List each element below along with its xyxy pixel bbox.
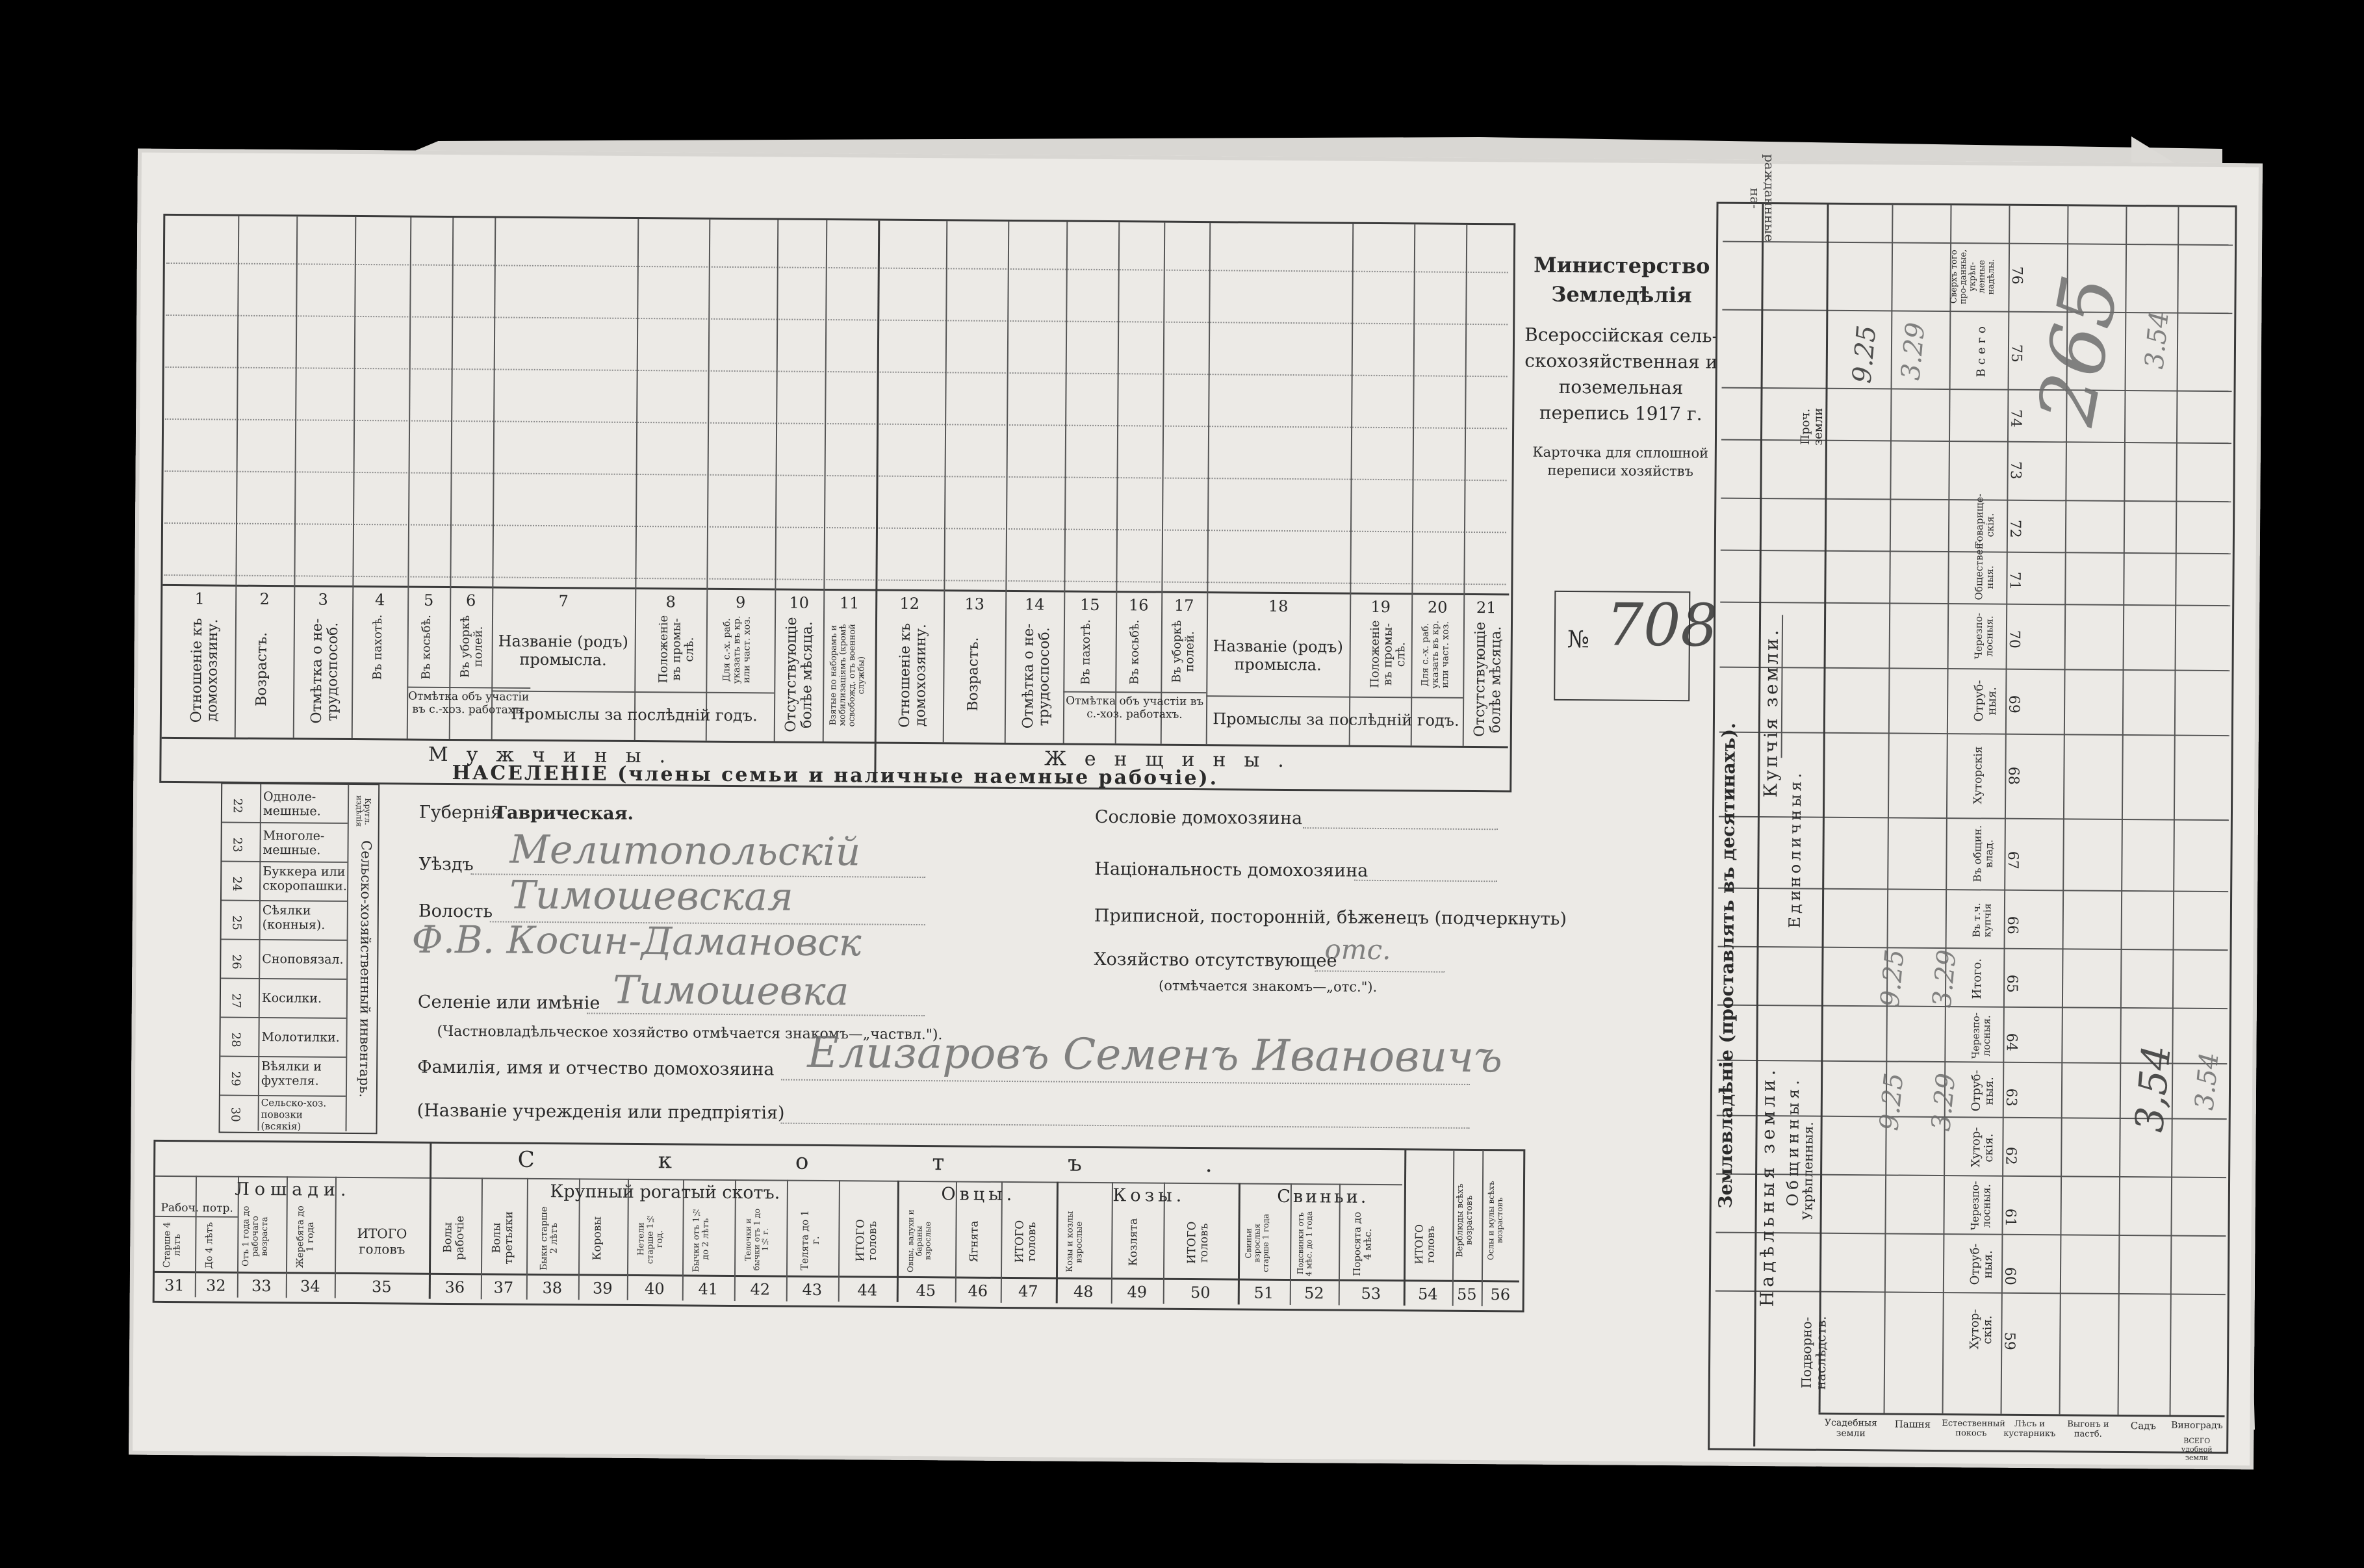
header-craft-note-w: Для с.-х. раб. указать въ кр. или част. хоз. bbox=[1420, 621, 1451, 689]
header-absent-w: Отсутствующіе болѣе мѣсяца. bbox=[1471, 621, 1505, 738]
hand-75a: 9.25 bbox=[1847, 324, 1882, 385]
land-title: Землевладѣніе (проставлять въ десятинахъ). bbox=[1714, 722, 1740, 1209]
ls-num-53: 53 bbox=[1361, 1284, 1381, 1304]
col-num-19: 19 bbox=[1370, 597, 1391, 617]
col-num-20: 20 bbox=[1427, 598, 1448, 617]
inventory-side-note: Кругл. издѣлія bbox=[354, 795, 373, 827]
land-hdr-68: Хуторскія bbox=[1972, 746, 1985, 804]
land-num-65: 65 bbox=[2003, 974, 2020, 993]
header-age-m: Возрастъ. bbox=[253, 632, 270, 707]
population-title: НАСЕЛЕНІЕ (члены семьи и наличные наемные рабочіе). bbox=[452, 762, 1219, 790]
absent-value: отс. bbox=[1324, 933, 1391, 966]
land-row-7: Виноградъ bbox=[2171, 1420, 2223, 1432]
ls-num-51: 51 bbox=[1253, 1283, 1274, 1302]
land-num-66: 66 bbox=[2003, 916, 2021, 934]
card-line-2: переписи хозяйствъ bbox=[1547, 462, 1693, 480]
allotment-title: Надѣльныя земли. bbox=[1756, 1066, 1780, 1307]
hand-big-number: 265 bbox=[2021, 268, 2137, 432]
ls-num-34: 34 bbox=[300, 1277, 320, 1296]
col-num-1: 1 bbox=[194, 589, 205, 608]
ls-hdr-46: Ягнята bbox=[968, 1220, 981, 1263]
header-craft-note-m: Для с.-х. раб. указать въ кр. или част. хоз. bbox=[721, 615, 752, 684]
ls-num-38: 38 bbox=[542, 1278, 563, 1298]
ls-hdr-39: Коровы bbox=[591, 1216, 604, 1261]
col-num-7: 7 bbox=[558, 592, 569, 611]
header-harvest-w: Въ уборкѣ полей. bbox=[1170, 620, 1197, 683]
land-num-59: 59 bbox=[2001, 1331, 2018, 1350]
header-position-w: Положеніе въ промы-слѣ. bbox=[1368, 620, 1408, 689]
hand-63a: 9.25 bbox=[1874, 1071, 1910, 1132]
ls-num-55: 55 bbox=[1456, 1285, 1477, 1304]
land-hdr-61: Черезпо-лосныя. bbox=[1968, 1181, 1993, 1231]
inv-label-28: Молотилки. bbox=[261, 1029, 340, 1045]
ls-hdr-54: ИТОГО головъ bbox=[1413, 1224, 1437, 1265]
inv-label-23: Многоле-мешные. bbox=[263, 828, 325, 858]
ls-hdr-49: Козлята bbox=[1127, 1218, 1140, 1266]
ls-hdr-40: Нетели старше 1½ год. bbox=[636, 1213, 665, 1265]
label-women: Женщины. bbox=[1044, 747, 1303, 773]
ls-num-40: 40 bbox=[644, 1279, 665, 1298]
ls-num-43: 43 bbox=[802, 1280, 823, 1300]
header-position-m: Положеніе въ промы-слѣ. bbox=[656, 615, 697, 684]
fortified-title: Укрѣпленныя. bbox=[1799, 1121, 1816, 1220]
sheep-title: Овцы. bbox=[941, 1184, 1016, 1205]
ls-hdr-55: Верблюды всѣхъ возрастовъ bbox=[1455, 1183, 1475, 1257]
label-men: Мужчины. bbox=[428, 743, 684, 768]
ls-num-54: 54 bbox=[1417, 1285, 1438, 1304]
header-plowing-m: Въ пахотѣ. bbox=[370, 614, 385, 680]
land-hdr-66: Въ т.ч. купчія bbox=[1970, 903, 1994, 938]
card-number-label: № bbox=[1567, 626, 1590, 654]
ls-num-36: 36 bbox=[444, 1278, 465, 1297]
ls-num-32: 32 bbox=[205, 1276, 226, 1295]
header-taken-m: Взятые по наборамъ и мобилизаціямъ (кромѣ освобожд. отъ военной службы) bbox=[828, 623, 867, 726]
land-hdr-59: Хутор-скія. bbox=[1968, 1309, 1995, 1350]
col-num-21: 21 bbox=[1476, 598, 1497, 617]
land-hdr-76: Сверхъ того про-данные, укрѣп-ленные надѣлы. bbox=[1949, 249, 1997, 305]
village-value: Тимошевка bbox=[612, 967, 849, 1015]
land-hdr-65: Итого. bbox=[1970, 958, 1985, 999]
inv-label-27: Косилки. bbox=[261, 990, 322, 1006]
col-num-18: 18 bbox=[1268, 597, 1289, 615]
cattle-title: Крупный рогатый скотъ. bbox=[550, 1181, 780, 1203]
inv-num-22: 22 bbox=[230, 798, 244, 814]
estate-label: Сословіе домохозяина bbox=[1094, 806, 1303, 829]
land-num-60: 60 bbox=[2001, 1266, 2018, 1285]
land-num-61: 61 bbox=[2001, 1208, 2018, 1227]
ls-num-52: 52 bbox=[1304, 1284, 1324, 1303]
inv-label-30: Сельско-хоз. повозки (всякія) bbox=[261, 1096, 327, 1133]
header-participation-m: Отмѣтка объ участіи въ с.-хоз. работахъ. bbox=[408, 689, 530, 717]
ls-hdr-31: Старше 4 лѣтъ bbox=[162, 1222, 183, 1268]
inv-num-24: 24 bbox=[229, 876, 244, 892]
header-harvest-m: Въ уборкѣ полей. bbox=[458, 615, 485, 678]
volost-value-2: Ф.В. Косин-Дамановск bbox=[411, 917, 862, 965]
ls-num-37: 37 bbox=[493, 1278, 514, 1297]
land-num-76: 76 bbox=[2008, 266, 2025, 285]
ls-num-45: 45 bbox=[916, 1281, 936, 1300]
land-hdr-69: Отруб-ныя. bbox=[1972, 680, 1999, 722]
work-header: Рабоч. потр. bbox=[161, 1201, 233, 1215]
header-relation-w: Отношеніе къ домохозяину. bbox=[896, 623, 930, 728]
land-row-4: Лѣсъ и кустарникъ bbox=[2003, 1419, 2056, 1439]
ls-hdr-43: Телята до 1 г. bbox=[799, 1210, 821, 1270]
land-hdr-71: Обществен-ныя. bbox=[1973, 539, 1996, 600]
uezd-value: Мелитопольскій bbox=[509, 827, 861, 875]
inv-num-30: 30 bbox=[228, 1107, 242, 1122]
land-num-68: 68 bbox=[2005, 766, 2022, 785]
ministry-title-2: Земледѣлія bbox=[1551, 281, 1692, 308]
census-line-3: поземельная bbox=[1558, 376, 1684, 399]
hand-total-bottom: 3,54 bbox=[2126, 1043, 2180, 1135]
col-num-17: 17 bbox=[1174, 596, 1194, 615]
horses-title: Лошади. bbox=[235, 1179, 352, 1200]
hand-65b: 3.29 bbox=[1927, 948, 1962, 1009]
goats-title: Козы. bbox=[1112, 1185, 1186, 1206]
absent-label: Хозяйство отсутствующее bbox=[1094, 949, 1337, 971]
nationality-label: Національность домохозяина bbox=[1094, 858, 1368, 881]
land-row-3: Естественный покосъ bbox=[1942, 1419, 2005, 1439]
ls-hdr-32: До 4 лѣтъ bbox=[204, 1222, 215, 1269]
header-plowing-w: Въ пахотѣ. bbox=[1079, 619, 1094, 685]
land-row-1: Усадебныя земли bbox=[1824, 1417, 1877, 1439]
land-hdr-72: Товарище-скія. bbox=[1973, 493, 1996, 548]
ls-num-47: 47 bbox=[1018, 1282, 1038, 1301]
land-num-72: 72 bbox=[2007, 519, 2024, 538]
ls-num-33: 33 bbox=[251, 1276, 272, 1296]
header-relation-m: Отношеніе къ домохозяину. bbox=[188, 618, 222, 723]
land-row-2: Пашня bbox=[1894, 1418, 1931, 1430]
village-label: Селеніе или имѣніе bbox=[417, 992, 600, 1014]
ls-hdr-47: ИТОГО головъ bbox=[1013, 1220, 1039, 1263]
land-num-67: 67 bbox=[2004, 851, 2021, 869]
land-num-62: 62 bbox=[2002, 1146, 2019, 1165]
col-num-9: 9 bbox=[735, 593, 746, 612]
col-num-14: 14 bbox=[1024, 595, 1045, 614]
edge-text: ражданнные на- bbox=[1747, 154, 1777, 242]
hereditary-title: Подворно-наслѣдств. bbox=[1798, 1315, 1829, 1390]
inv-label-22: Одноле-мешные. bbox=[263, 789, 321, 819]
header-craft-name-m: Названіе (родъ) промысла. bbox=[498, 632, 628, 669]
header-disabled-w: Отмѣтка о не-трудоспособ. bbox=[1020, 623, 1053, 729]
census-line-2: скохозяйственная и bbox=[1524, 350, 1718, 373]
ls-num-48: 48 bbox=[1073, 1282, 1094, 1301]
inv-num-26: 26 bbox=[229, 954, 244, 970]
ls-num-49: 49 bbox=[1127, 1283, 1148, 1302]
header-crafts-last-year-m: Промыслы за послѣдній годъ. bbox=[511, 704, 758, 725]
land-num-74: 74 bbox=[2007, 409, 2024, 428]
ls-num-35: 35 bbox=[371, 1278, 392, 1296]
col-num-6: 6 bbox=[465, 591, 476, 610]
gubernia-value: Таврическая. bbox=[493, 803, 634, 824]
col-num-8: 8 bbox=[665, 593, 676, 611]
ls-num-41: 41 bbox=[698, 1279, 719, 1298]
header-craft-name-w: Названіе (родъ) промысла. bbox=[1213, 637, 1343, 675]
col-num-5: 5 bbox=[423, 591, 434, 610]
hand-total-bottom-2: 3.54 bbox=[2189, 1051, 2225, 1112]
ls-hdr-51: Свиньи взрослыя старше 1 года bbox=[1244, 1214, 1271, 1273]
land-hdr-64: Черезпо-лосныя. bbox=[1970, 1012, 1993, 1059]
ls-num-42: 42 bbox=[750, 1280, 771, 1299]
inv-num-23: 23 bbox=[230, 837, 244, 853]
hand-total-top: 3.54 bbox=[2139, 309, 2175, 370]
census-line-1: Всероссійская сель- bbox=[1524, 324, 1719, 347]
ls-num-50: 50 bbox=[1190, 1283, 1211, 1302]
header-disabled-m: Отмѣтка о не-трудоспособ. bbox=[308, 618, 342, 725]
land-hdr-63: Отруб-ныя. bbox=[1969, 1070, 1996, 1112]
land-hdr-67: Въ общин. влад. bbox=[1971, 825, 1996, 882]
householder-name-value: Елизаровъ Семенъ Ивановичъ bbox=[807, 1027, 1503, 1083]
ls-hdr-52: Подсвинки отъ 4 мѣс. до 1 года bbox=[1296, 1211, 1314, 1276]
other-title: Проч. земли bbox=[1798, 407, 1826, 446]
header-mowing-w: Въ косьбѣ. bbox=[1127, 619, 1142, 685]
land-num-71: 71 bbox=[2006, 571, 2023, 590]
inv-num-29: 29 bbox=[228, 1071, 242, 1086]
inv-num-27: 27 bbox=[229, 993, 243, 1009]
ls-num-44: 44 bbox=[857, 1281, 878, 1300]
purchased-title: Купчія земли. bbox=[1760, 627, 1782, 798]
ls-hdr-38: Быки старше 2 лѣтъ bbox=[539, 1206, 559, 1270]
header-mowing-m: Въ косьбѣ. bbox=[419, 615, 434, 680]
col-num-13: 13 bbox=[964, 595, 985, 613]
ls-hdr-48: Козы и козлы взрослые bbox=[1065, 1211, 1085, 1273]
volost-value: Тимошевская bbox=[509, 872, 794, 920]
volost-label: Волость bbox=[418, 901, 493, 922]
land-num-73: 73 bbox=[2007, 461, 2024, 480]
card-line-1: Карточка для сплошной bbox=[1532, 444, 1709, 461]
ls-hdr-45: Овцы, валухи и бараны взрослые bbox=[906, 1209, 932, 1272]
col-num-15: 15 bbox=[1079, 595, 1100, 614]
ls-hdr-53: Поросята до 4 мѣс. bbox=[1350, 1211, 1374, 1276]
col-num-12: 12 bbox=[899, 594, 920, 613]
header-absent-m: Отсутствующіе болѣе мѣсяца. bbox=[782, 617, 816, 732]
hand-63b: 3.29 bbox=[1926, 1072, 1962, 1133]
col-num-4: 4 bbox=[374, 591, 385, 610]
communal-title: Общинныя. bbox=[1783, 1076, 1803, 1207]
census-line-4: перепись 1917 г. bbox=[1539, 402, 1702, 425]
col-num-10: 10 bbox=[789, 593, 810, 612]
ls-hdr-42: Телочки и бычки отъ 1 до 1½ г. bbox=[743, 1209, 770, 1271]
ls-hdr-41: Бычки отъ 1½ до 2 лѣтъ bbox=[691, 1207, 711, 1272]
institution-label: (Названіе учрежденія или предпріятія) bbox=[417, 1100, 785, 1124]
col-num-3: 3 bbox=[318, 590, 328, 609]
pigs-title: Свиньи. bbox=[1277, 1186, 1369, 1207]
inv-label-25: Сѣялки (конныя). bbox=[262, 903, 326, 932]
land-row-6: Садъ bbox=[2130, 1420, 2157, 1432]
inv-label-24: Буккера или скоропашки. bbox=[263, 864, 348, 893]
land-num-75: 75 bbox=[2008, 344, 2025, 363]
gubernia-label: Губернія bbox=[418, 802, 502, 823]
land-num-69: 69 bbox=[2005, 695, 2022, 713]
inventory-title: Сельско-хозяйственный инвентарь. bbox=[356, 840, 374, 1098]
land-hdr-70: Черезпо-лосныя. bbox=[1972, 612, 1996, 660]
ls-num-39: 39 bbox=[592, 1279, 613, 1298]
col-num-11: 11 bbox=[839, 594, 860, 613]
land-hdr-62: Хутор-скія. bbox=[1969, 1127, 1996, 1168]
census-card bbox=[129, 149, 2263, 1470]
col-num-2: 2 bbox=[259, 589, 270, 609]
land-row-5: Выгонъ и пастб. bbox=[2067, 1419, 2109, 1439]
land-hdr-75: Всего bbox=[1974, 322, 1989, 378]
land-num-63: 63 bbox=[2003, 1088, 2020, 1107]
ls-hdr-33: Отъ 1 года до рабочаго возраста bbox=[241, 1205, 270, 1266]
header-crafts-last-year-w: Промыслы за послѣдній годъ. bbox=[1213, 710, 1459, 730]
ls-hdr-35: ИТОГО головъ bbox=[357, 1226, 407, 1257]
ls-hdr-37: Волы третьяки bbox=[490, 1211, 516, 1265]
ls-hdr-36: Волы рабочіе bbox=[441, 1215, 467, 1260]
absent-note: (отмѣчается знакомъ—„отс."). bbox=[1159, 977, 1378, 995]
ls-num-56: 56 bbox=[1490, 1285, 1511, 1304]
hand-65a: 9.25 bbox=[1875, 947, 1910, 1009]
land-row-8: ВСЕГО удобной земли bbox=[2181, 1436, 2213, 1462]
header-participation-w: Отмѣтка объ участіи въ с.-хоз. работахъ. bbox=[1066, 694, 1204, 721]
ls-hdr-50: ИТОГО головъ bbox=[1185, 1221, 1211, 1265]
ls-hdr-34: Жеребята до 1 года bbox=[295, 1205, 316, 1268]
ls-num-46: 46 bbox=[968, 1281, 988, 1300]
ls-hdr-56: Ослы и мулы всѣхъ возрастовъ bbox=[1486, 1181, 1505, 1261]
land-num-70: 70 bbox=[2005, 630, 2023, 649]
private-note: (Частновладѣльческое хозяйство отмѣчается знакомъ—„частвл."). bbox=[437, 1023, 943, 1044]
livestock-title: Скотъ. bbox=[517, 1146, 1336, 1179]
inv-label-29: Вѣялки и фухтеля. bbox=[261, 1059, 322, 1088]
land-num-64: 64 bbox=[2003, 1033, 2020, 1051]
ministry-title-1: Министерство bbox=[1534, 252, 1710, 279]
uezd-label: Уѣздъ bbox=[418, 854, 474, 875]
ls-num-31: 31 bbox=[164, 1276, 185, 1295]
householder-name-label: Фамилія, имя и отчество домохозяина bbox=[417, 1057, 775, 1080]
col-num-16: 16 bbox=[1128, 596, 1149, 615]
individual-title: Единоличныя. bbox=[1785, 769, 1805, 929]
hand-75b: 3.29 bbox=[1895, 321, 1931, 382]
header-age-w: Возрастъ. bbox=[965, 637, 982, 712]
inv-label-26: Сноповязал. bbox=[262, 951, 344, 967]
land-hdr-60: Отруб-ныя. bbox=[1968, 1243, 1996, 1285]
ls-hdr-44: ИТОГО головъ bbox=[854, 1219, 880, 1262]
inv-num-25: 25 bbox=[229, 915, 244, 931]
status-label: Приписной, посторонній, бѣженецъ (подчеркнуть) bbox=[1094, 905, 1567, 929]
inv-num-28: 28 bbox=[229, 1032, 243, 1047]
card-number-value: 708 bbox=[1606, 591, 1719, 660]
